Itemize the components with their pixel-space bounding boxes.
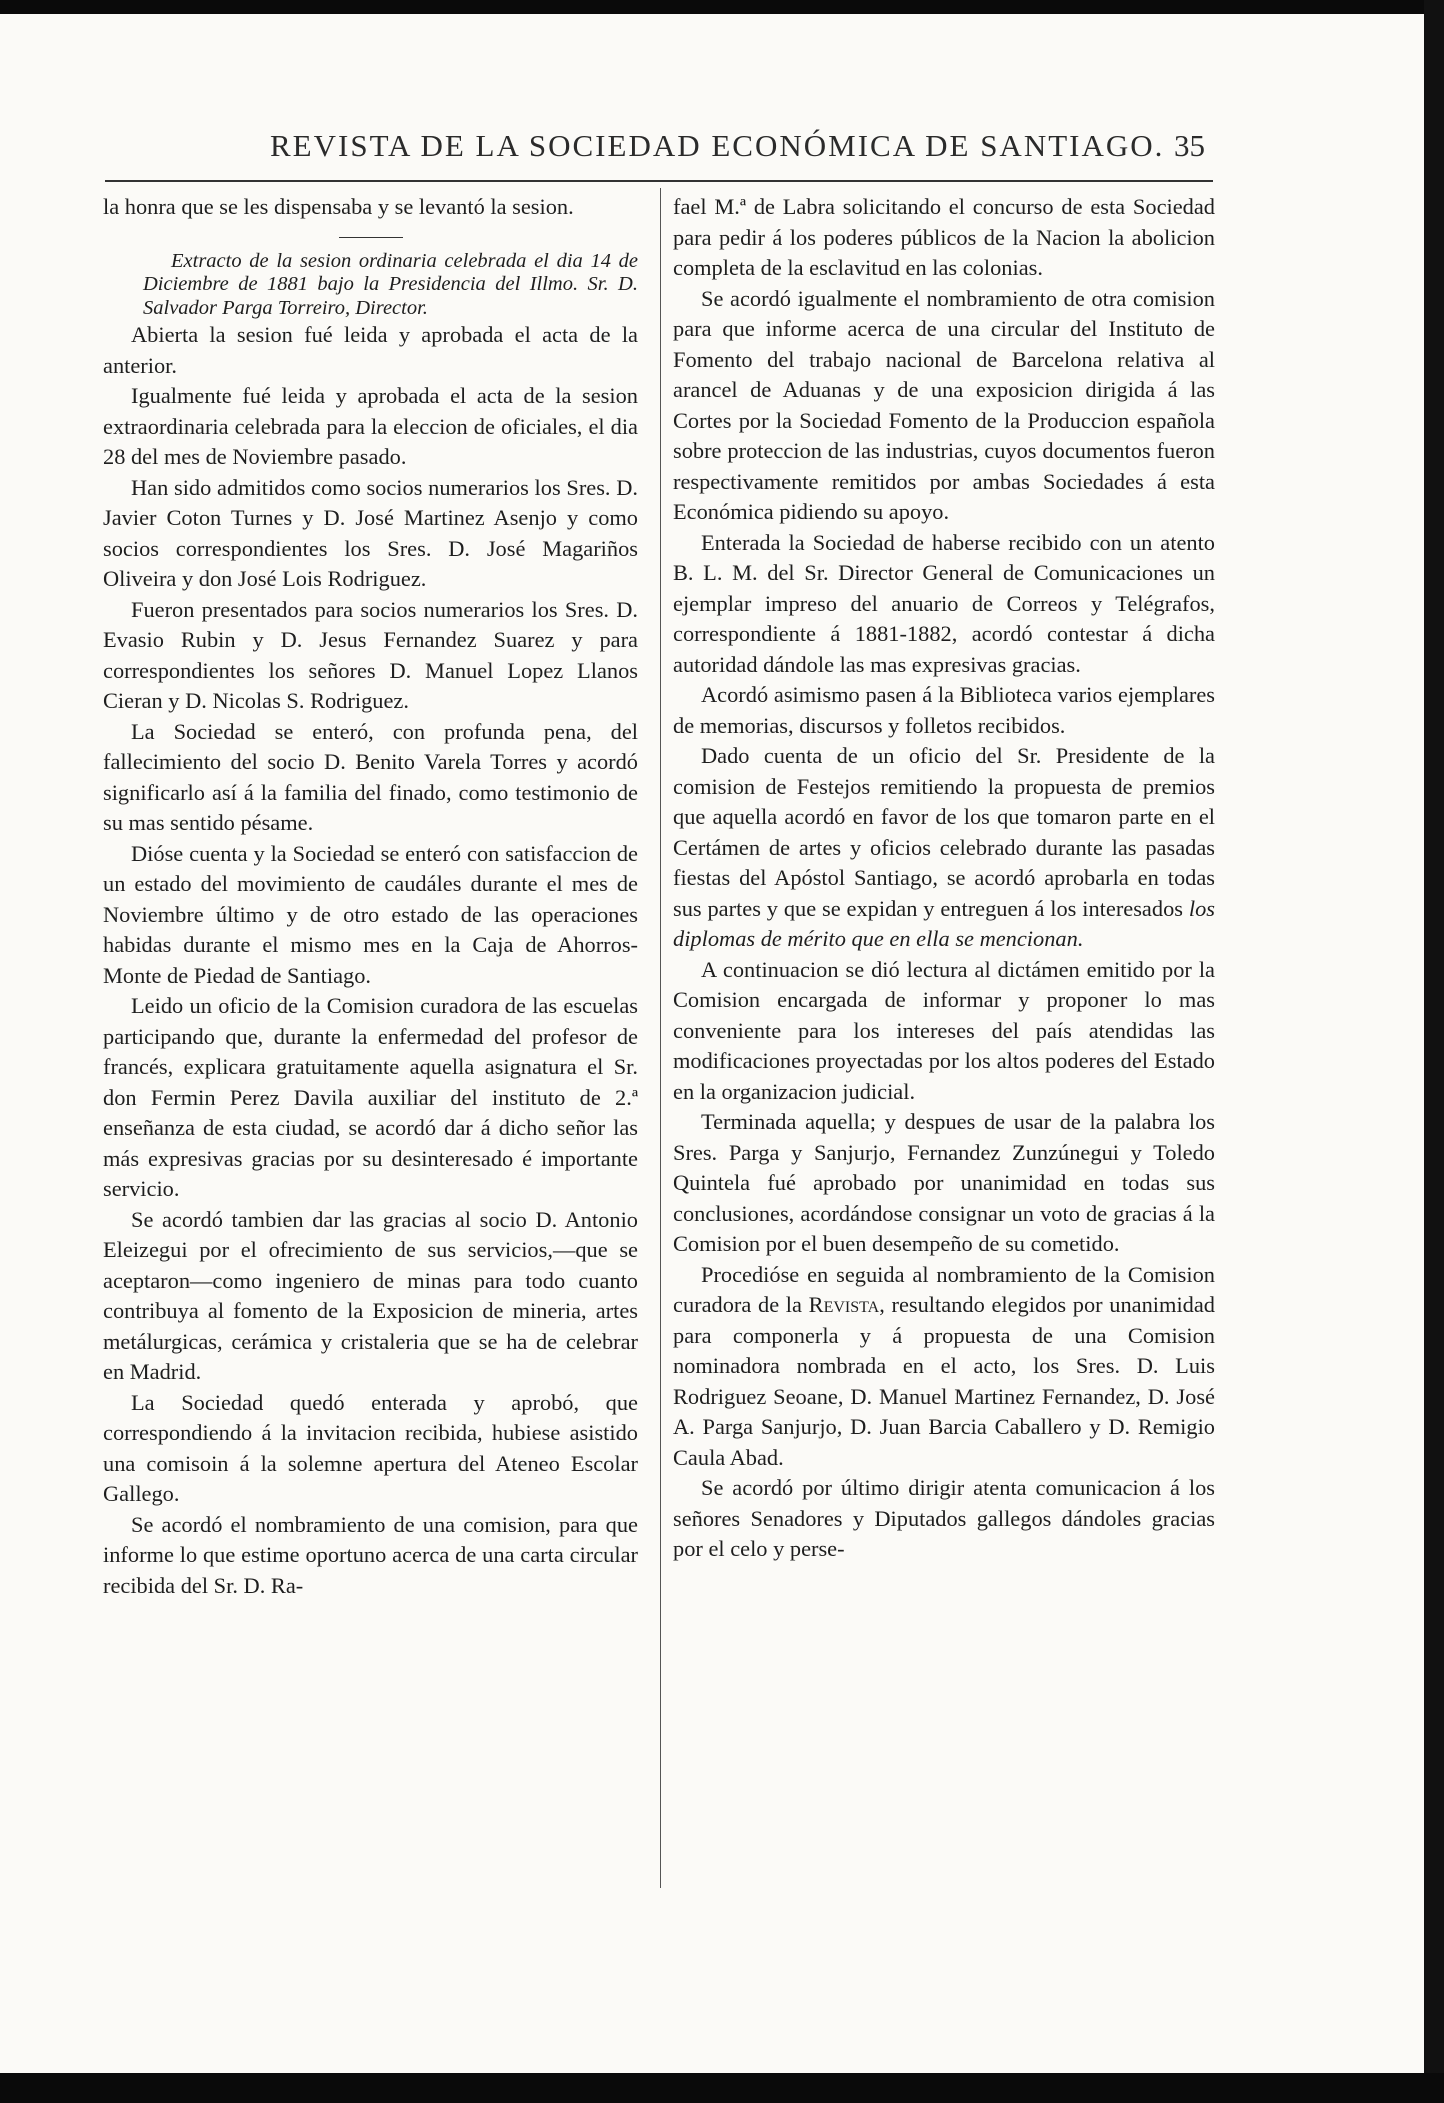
paragraph: Leido un oficio de la Comision curadora de las escuelas participando que, durante la enfermedad del profesor de francés, explicara gratuitamente aquella asignatura el Sr. don Fermin Perez Davila auxiliar del instituto de 2.ª enseñanza de esta ciudad, se acordó dar á dicho señor las más expresivas gracias por su desinteresado é importante servicio. <box>103 993 638 1201</box>
paragraph: Enterada la Sociedad de haberse recibido con un atento B. L. M. del Sr. Director General de Comunicaciones un ejemplar impreso del anuario de Correos y Telégrafos, correspondiente á 1881-1882, acordó contestar á dicha autoridad dándole las mas expresivas gracias. <box>673 529 1215 677</box>
paragraph-text: Dado cuenta de un oficio del Sr. Presidente de la comision de Festejos remitiendo la propuesta de premios que aquella acordó en favor de los que tomaron parte en el Certámen de artes y oficios celebrado durante las pasadas fiestas del Apóstol Santiago, se acordó aprobarla en todas sus partes y que se expidan y entreguen á los interesados <box>673 743 1215 921</box>
italic-text: los diplomas de mérito que en ella se mencionan. <box>673 895 1215 951</box>
paragraph: Fueron presentados para socios numerarios los Sres. D. Evasio Rubin y D. Jesus Fernandez Suarez y para correspondientes los señores D. Manuel Lopez Llanos Cieran y D. Nicolas S. Rodriguez. <box>103 596 638 713</box>
paragraph <box>673 1260 1215 1474</box>
paragraph: Terminada aquella; y despues de usar de la palabra los Sres. Parga y Sanjurjo, Fernandez Zunzúnegui y Toledo Quintela fué aprobado por unanimidad en todas sus conclusiones, acordándose consignar un voto de gracias á la Comision por el buen desempeño de su cometido. <box>673 1109 1215 1256</box>
paragraph: la honra que se les dispensaba y se levantó la sesion. <box>103 194 574 219</box>
scan-border-top <box>0 0 1444 14</box>
paragraph-text: Procedióse en seguida al nombramiento de la Comision curadora de la <box>673 1261 1215 1317</box>
page-header <box>105 128 1215 168</box>
paragraph: Se acordó tambien dar las gracias al socio D. Antonio Eleizegui por el ofrecimiento de sus servicios,—que se aceptaron—como ingeniero de minas para todo cuanto contribuya al fomento de la Exposicion de mineria, artes metálurgicas, cerámica y cristaleria que se ha de celebrar en Madrid. <box>103 1206 638 1384</box>
section-separator <box>339 237 403 238</box>
paragraph: Han sido admitidos como socios numerarios los Sres. D. Javier Coton Turnes y D. José Martinez Asenjo y como socios correspondientes los Sres. D. José Magariños Oliveira y don José Lois Rodriguez. <box>103 474 638 591</box>
paragraph: fael M.ª de Labra solicitando el concurso de esta Sociedad para pedir á los poderes públicos de la Nacion la abolicion completa de la esclavitud en las colonias. <box>673 194 1215 280</box>
left-column <box>103 192 638 1601</box>
paragraph: Acordó asimismo pasen á la Biblioteca varios ejemplares de memorias, discursos y folletos recibidos. <box>673 682 1215 738</box>
header-rule <box>105 180 1213 182</box>
running-title: REVISTA DE LA SOCIEDAD ECONÓMICA DE SANTIAGO. <box>270 128 1165 163</box>
paragraph: Abierta la sesion fué leida y aprobada el acta de la anterior. <box>103 322 638 378</box>
paragraph-text: , resultando elegidos por unanimidad para componerla y á propuesta de una Comision nominadora nombrada en el acto, los Sres. D. Luis Rodriguez Seoane, D. Manuel Martinez Fernandez, D. José A. Parga Sanjurjo, D. Juan Barcia Caballero y D. Remigio Caula Abad. <box>673 1292 1215 1470</box>
session-extract-heading: Extracto de la sesion ordinaria celebrada el dia 14 de Diciembre de 1881 bajo la Presidencia del Illmo. Sr. D. Salvador Parga Torreiro, Director. <box>143 249 638 319</box>
paragraph: A continuacion se dió lectura al dictámen emitido por la Comision encargada de informar y proponer lo mas conveniente para los intereses del país atendidas las modificaciones proyectadas por los altos poderes del Estado en la organizacion judicial. <box>673 956 1215 1104</box>
paragraph: Igualmente fué leida y aprobada el acta de la sesion extraordinaria celebrada para la eleccion de oficiales, el dia 28 del mes de Noviembre pasado. <box>103 383 638 469</box>
scan-border-bottom <box>0 2073 1444 2103</box>
paragraph: Se acordó el nombramiento de una comision, para que informe lo que estime oportuno acerca de una carta circular recibida del Sr. D. Ra- <box>103 1511 638 1598</box>
paragraph: La Sociedad se enteró, con profunda pena, del fallecimiento del socio D. Benito Varela Torres y acordó significarlo así á la familia del finado, como testimonio de su mas sentido pésame. <box>103 718 638 835</box>
column-divider <box>660 188 661 1888</box>
revista-name: Revista <box>808 1292 880 1317</box>
paragraph <box>673 741 1215 955</box>
paragraph: Se acordó igualmente el nombramiento de otra comision para que informe acerca de una circular del Instituto de Fomento del trabajo nacional de Barcelona relativa al arancel de Aduanas y de una exposicion dirigida á las Cortes por la Sociedad Fomento de la Produccion española sobre proteccion de las industrias, cuyos documentos fueron respectivamente remitidos por ambas Sociedades á esta Económica pidiendo su apoyo. <box>673 285 1215 524</box>
paragraph: La Sociedad quedó enterada y aprobó, que correspondiendo á la invitacion recibida, hubiese asistido una comisoin á la solemne apertura del Ateneo Escolar Gallego. <box>103 1389 638 1506</box>
paragraph: Dióse cuenta y la Sociedad se enteró con satisfaccion de un estado del movimiento de caudáles durante el mes de Noviembre último y de otro estado de las operaciones habidas durante el mismo mes en la Caja de Ahorros-Monte de Piedad de Santiago. <box>103 840 638 988</box>
scan-border-right <box>1424 0 1444 2103</box>
right-column <box>673 192 1215 1565</box>
page-number: 35 <box>1174 128 1205 163</box>
paragraph: Se acordó por último dirigir atenta comunicacion á los señores Senadores y Diputados gallegos dándoles gracias por el celo y perse- <box>673 1475 1215 1561</box>
